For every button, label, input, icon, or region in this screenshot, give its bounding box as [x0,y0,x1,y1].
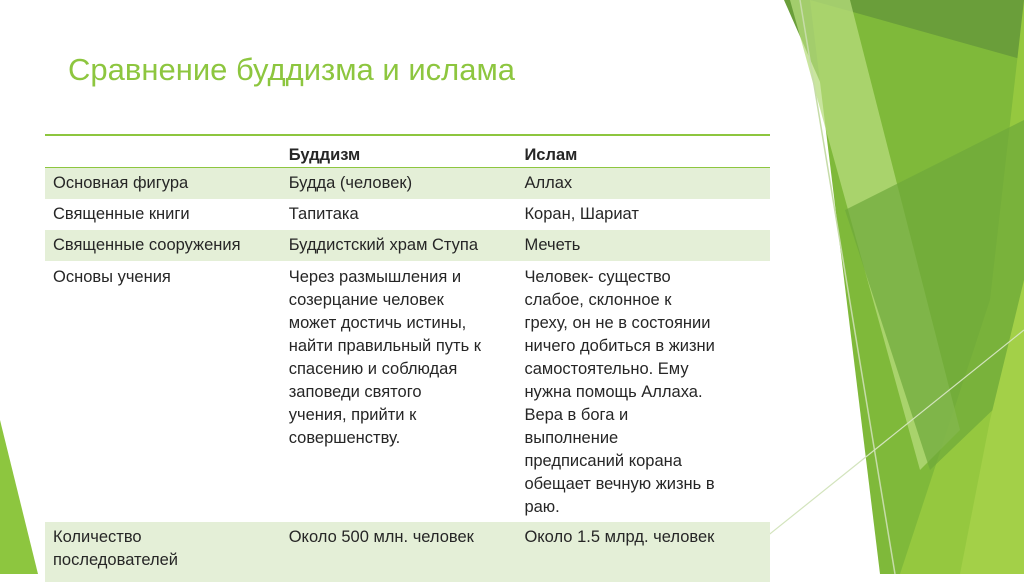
table-header-row [45,135,770,168]
comparison-table [45,134,770,582]
islam-cell: Мечеть [516,230,770,261]
islam-cell: Аллах [516,168,770,199]
slide-title: Сравнение буддизма и ислама [68,52,516,87]
header-buddhism: Буддизм [288,146,361,164]
row-label: Священные книги [53,204,190,223]
table-row [45,261,770,522]
islam-cell: Коран, Шариат [524,204,639,223]
islam-cell: Человек- существо слабое, склонное к греху, он не в состоянии ничего добиться в жизни самостоятельно. Ему нужна помощь Аллаха. Вера в бога и выполнение предписаний корана обещает вечную жизнь в раю. [524,267,715,516]
buddhism-cell: Буддистский храм Ступа [281,230,517,261]
buddhism-cell: Около 500 млн. человек [281,522,517,582]
row-label: Основная фигура [45,168,281,199]
table-row [45,522,770,582]
buddhism-cell: Через размышления и созерцание человек может достичь истины, найти правильный путь к спасению и соблюдая заповеди святого учения, прийти к совершенству. [288,267,481,447]
buddhism-cell: Тапитака [288,204,359,223]
background-facet-bottom-left [0,420,38,574]
header-empty-cell [45,135,281,168]
row-label: Количество последователей [45,522,281,582]
table-row [45,168,770,199]
islam-cell: Около 1.5 млрд. человек [516,522,770,582]
row-label: Основы учения [53,267,171,286]
table-row [45,230,770,261]
row-label: Священные сооружения [45,230,281,261]
header-islam: Ислам [524,146,578,164]
buddhism-cell: Будда (человек) [281,168,517,199]
table-row [45,199,770,230]
